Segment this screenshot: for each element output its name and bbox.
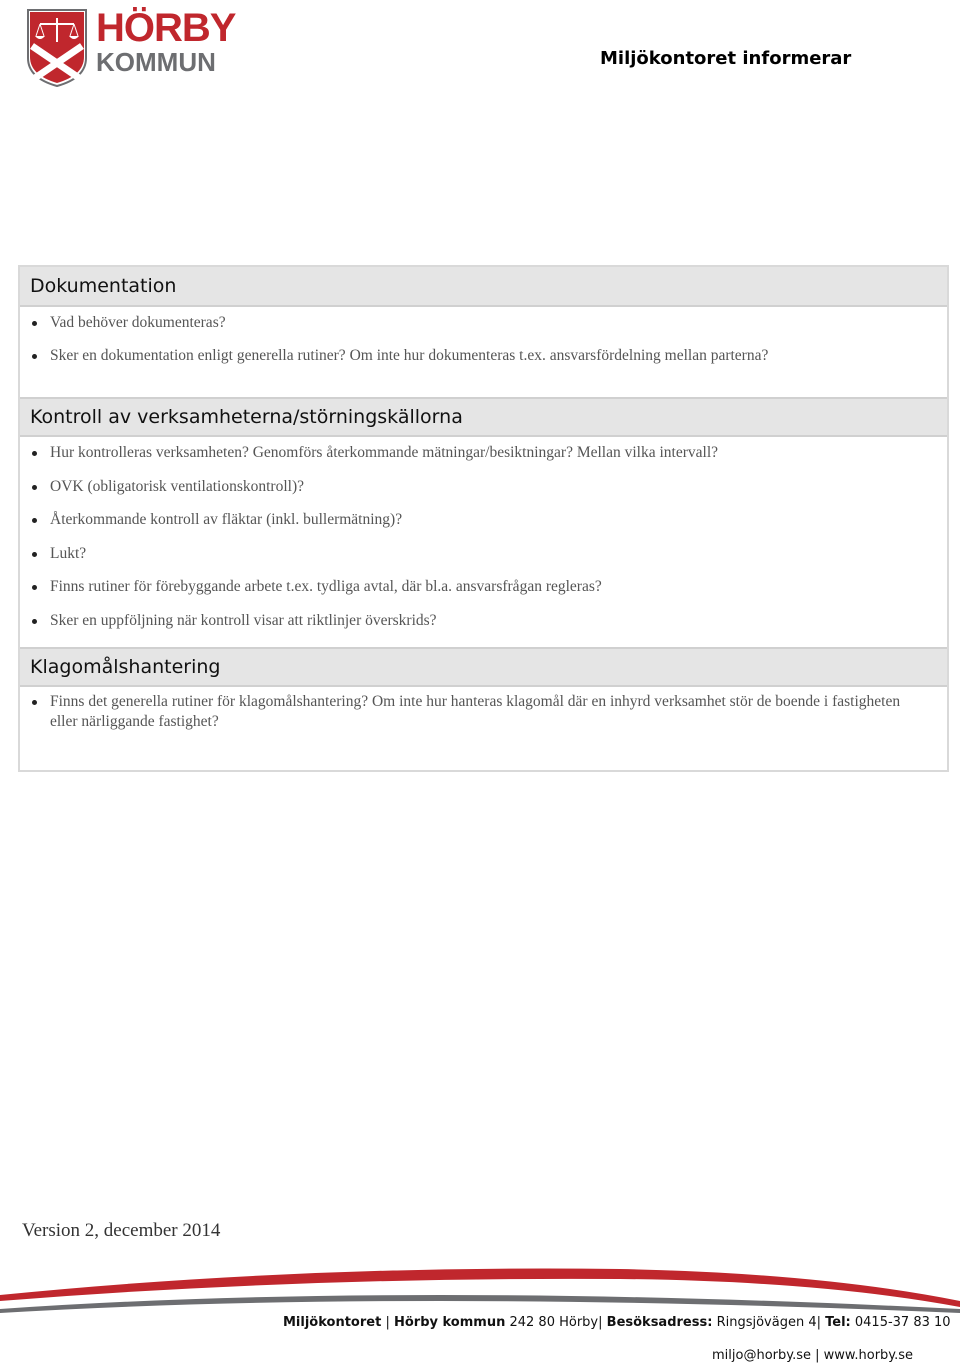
list-item: Hur kontrolleras verksamheten? Genomförs återkommande mätningar/besiktningar? Mellan vilka intervall? xyxy=(20,443,947,477)
section-heading-kontroll: Kontroll av verksamheterna/störningskällorna xyxy=(20,397,947,437)
page-title: Miljökontoret informerar xyxy=(600,48,852,69)
section-heading-klagomal: Klagomålshantering xyxy=(20,647,947,687)
footer-separator: | xyxy=(816,1315,821,1330)
section-list-kontroll xyxy=(20,437,947,647)
list-item: Lukt? xyxy=(20,544,947,578)
footer-swoosh xyxy=(0,1255,960,1315)
horby-logo xyxy=(26,6,236,88)
list-item: OVK (obligatorisk ventilationskontroll)? xyxy=(20,477,947,511)
footer-email-link[interactable]: miljo@horby.se xyxy=(712,1348,811,1363)
footer-separator: | xyxy=(598,1315,603,1330)
section-heading-dokumentation: Dokumentation xyxy=(20,267,947,307)
logo-subname: KOMMUN xyxy=(96,47,216,77)
list-item: Återkommande kontroll av fläktar (inkl. bullermätning)? xyxy=(20,510,947,544)
footer-tel-label: Tel: xyxy=(825,1315,851,1330)
footer-web-link[interactable]: www.horby.se xyxy=(823,1348,914,1363)
content-box xyxy=(18,265,949,772)
section-list-dokumentation xyxy=(20,307,947,397)
footer-contact xyxy=(712,1348,913,1363)
footer-visit-label: Besöksadress: xyxy=(606,1315,713,1330)
version-text: Version 2, december 2014 xyxy=(22,1220,221,1241)
footer-separator: | xyxy=(385,1315,390,1330)
list-item: Vad behöver dokumenteras? xyxy=(20,313,947,346)
list-item: Sker en dokumentation enligt generella rutiner? Om inte hur dokumenteras t.ex. ansvarsfördelning mellan parterna? xyxy=(20,346,947,379)
footer-address xyxy=(283,1315,951,1330)
footer-postal: 242 80 Hörby xyxy=(509,1315,599,1330)
list-item: Sker en uppföljning när kontroll visar att riktlinjer överskrids? xyxy=(20,611,947,645)
footer-tel-value: 0415-37 83 10 xyxy=(854,1315,951,1330)
coat-of-arms-icon xyxy=(26,8,88,88)
section-list-klagomal xyxy=(20,687,947,732)
footer-municipality: Hörby kommun xyxy=(393,1315,506,1330)
footer-office: Miljökontoret xyxy=(283,1315,382,1330)
list-item: Finns det generella rutiner för klagomålshantering? Om inte hur hanteras klagomål där en inhyrd verksamhet stör de boende i fastigheten eller närliggande fastighet? xyxy=(20,692,947,732)
list-item: Finns rutiner för förebyggande arbete t.ex. tydliga avtal, där bl.a. ansvarsfrågan regleras? xyxy=(20,577,947,611)
logo-name: HÖRBY xyxy=(96,6,236,50)
footer-visit-value: Ringsjövägen 4 xyxy=(716,1315,817,1330)
footer-separator: | xyxy=(815,1348,820,1363)
